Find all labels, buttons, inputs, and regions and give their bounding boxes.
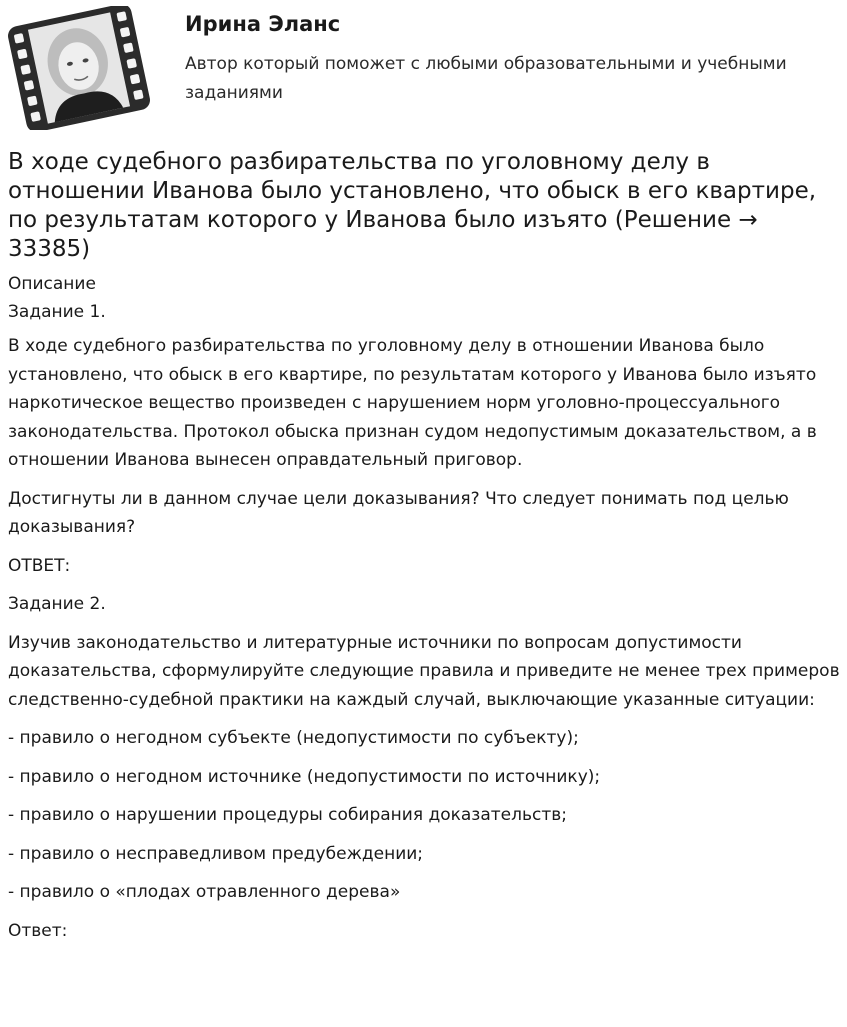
answer-label: ОТВЕТ: (8, 555, 71, 576)
rule-item: - правило о несправедливом предубеждении; (8, 843, 424, 864)
answer-label: Ответ: (8, 920, 68, 941)
rule-item: - правило о «плодах отравленного дерева» (8, 882, 401, 902)
rule-item: - правило о негодном субъекте (недопустимости по субъекту); (8, 728, 579, 748)
task-1-label: Задание 1. (8, 302, 106, 322)
author-name: Ирина Эланс (185, 12, 341, 36)
task-2-label: Задание 2. (8, 594, 106, 614)
paragraph: В ходе судебного разбирательства по уголовному делу в отношении Иванова было установлено, что обыск в его квартире, по результатам которого у Иванова было изъято наркотическое вещество произведен с нарушением норм уголовно-процессуального законодательства. Протокол обыска признан судом недопустимым доказательством, а в отношении Иванова вынесен оправдательный приговор. (8, 336, 817, 470)
description-label: Описание (8, 274, 96, 294)
film-frame-portrait-icon (6, 6, 152, 130)
paragraph: Изучив законодательство и литературные источники по вопросам допустимости доказательства, сформулируйте следующие правила и приведите не менее трех примеров следственно-судебной практики на каждый случай, выключающие указанные ситуации: (8, 632, 840, 710)
document-title: В ходе судебного разбирательства по уголовному делу в отношении Иванова было установлено, что обыск в его квартире, по результатам которого у Иванова было изъято (Решение → 33385) (8, 149, 817, 262)
rule-item: - правило о нарушении процедуры собирания доказательств; (8, 805, 568, 825)
paragraph: Достигнуты ли в данном случае цели доказывания? Что следует понимать под целью доказывания? (8, 488, 789, 537)
author-card (0, 0, 847, 140)
document-body (8, 148, 840, 945)
author-description: Автор который поможет с любыми образовательными и учебными заданиями (185, 54, 787, 103)
rule-item: - правило о негодном источнике (недопустимости по источнику); (8, 766, 601, 787)
